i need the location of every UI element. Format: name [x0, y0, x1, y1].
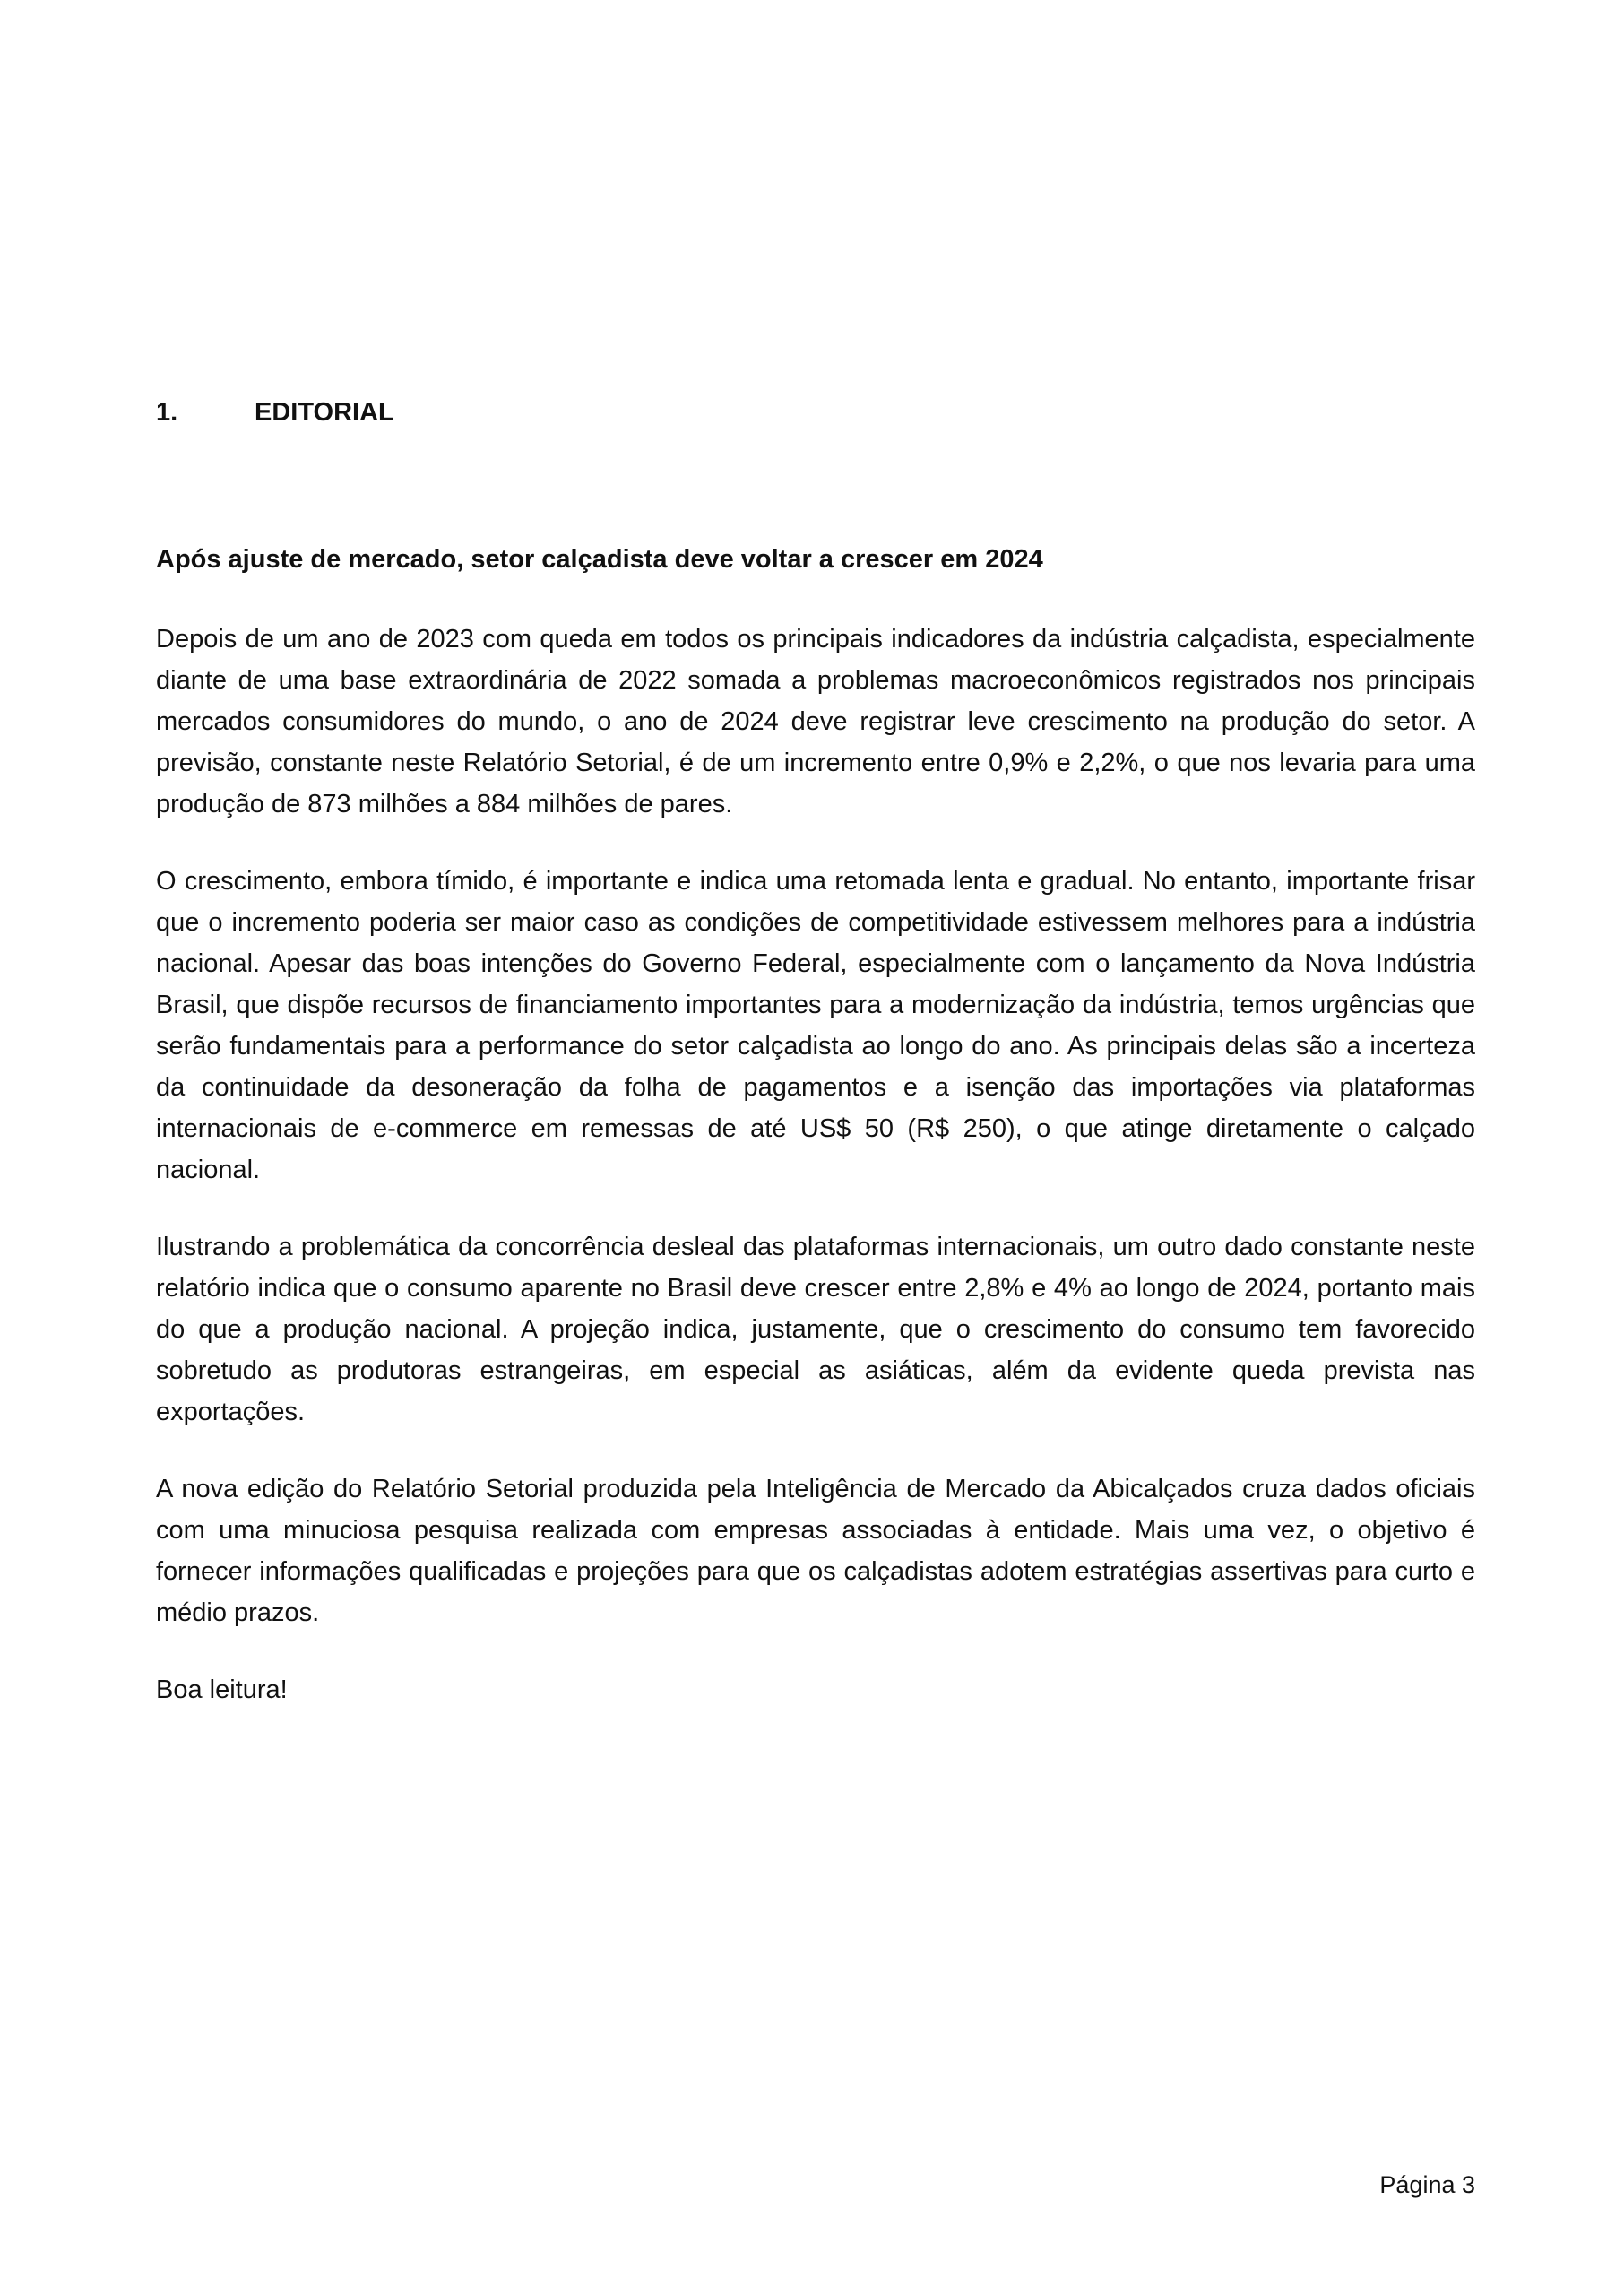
- section-title: EDITORIAL: [255, 398, 394, 427]
- paragraph-4: A nova edição do Relatório Setorial produzida pela Inteligência de Mercado da Abicalçados cruza dados oficiais com uma minuciosa pesquisa realizada com empresas associadas à entidade. Mais uma vez, o objetivo é fornecer informações qualificadas e projeções para que os calçadistas adotem estratégias assertivas para curto e médio prazos.: [156, 1475, 1475, 1627]
- section-number: 1.: [156, 398, 178, 427]
- article-body: [156, 541, 1475, 1710]
- section-heading: [156, 398, 394, 428]
- paragraph-1: Depois de um ano de 2023 com queda em todos os principais indicadores da indústria calçadista, especialmente diante de uma base extraordinária de 2022 somada a problemas macroeconômicos registrados nos principais mercados consumidores do mundo, o ano de 2024 deve registrar leve crescimento na produção do setor. A previsão, constante neste Relatório Setorial, é de um incremento entre 0,9% e 2,2%, o que nos levaria para uma produção de 873 milhões a 884 milhões de pares.: [156, 625, 1475, 818]
- closing-line: Boa leitura!: [156, 1676, 288, 1704]
- article-title: Após ajuste de mercado, setor calçadista deve voltar a crescer em 2024: [156, 545, 1043, 574]
- page-number: Página 3: [1379, 2171, 1475, 2198]
- paragraph-3: Ilustrando a problemática da concorrência desleal das plataformas internacionais, um outro dado constante neste relatório indica que o consumo aparente no Brasil deve crescer entre 2,8% e 4% ao longo de 2024, portanto mais do que a produção nacional. A projeção indica, justamente, que o crescimento do consumo tem favorecido sobretudo as produtoras estrangeiras, em especial as asiáticas, além da evidente queda prevista nas exportações.: [156, 1233, 1475, 1426]
- paragraph-2: O crescimento, embora tímido, é importante e indica uma retomada lenta e gradual. No entanto, importante frisar que o incremento poderia ser maior caso as condições de competitividade estivessem melhores para a indústria nacional. Apesar das boas intenções do Governo Federal, especialmente com o lançamento da Nova Indústria Brasil, que dispõe recursos de financiamento importantes para a modernização da indústria, temos urgências que serão fundamentais para a performance do setor calçadista ao longo do ano. As principais delas são a incerteza da continuidade da desoneração da folha de pagamentos e a isenção das importações via plataformas internacionais de e-commerce em remessas de até US$ 50 (R$ 250), o que atinge diretamente o calçado nacional.: [156, 867, 1475, 1184]
